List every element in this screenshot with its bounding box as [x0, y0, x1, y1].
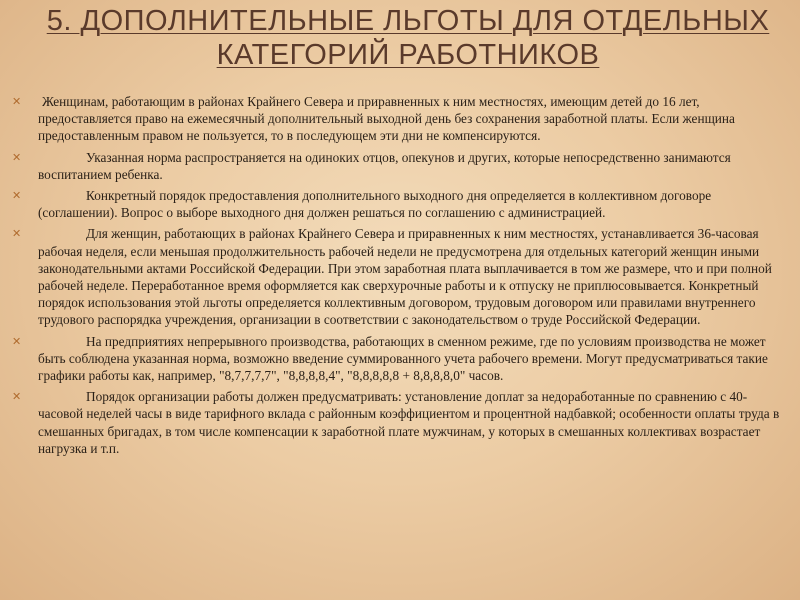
x-mark-icon: ✕: [12, 189, 22, 203]
list-item: [12, 93, 790, 145]
list-item-text: Женщинам, работающим в районах Крайнего Севера и приравненных к ним местностях, имеющим детей до 16 лет, предоставляется право на ежемесячный дополнительный выходной день без сохранения заработной платы. Если женщина предоставленным правом не пользуется, то в последующем эти дни не компенсируются.: [38, 94, 735, 144]
list-item: [12, 388, 790, 457]
slide-title: [20, 4, 796, 72]
list-item-text: Указанная норма распространяется на одиноких отцов, опекунов и других, которые непосредственно занимаются воспитанием ребенка.: [38, 149, 731, 182]
x-mark-icon: ✕: [12, 390, 22, 404]
list-item-text: Для женщин, работающих в районах Крайнего Севера и приравненных к ним местностях, устанавливается 36-часовая рабочая неделя, если меньшая продолжительность рабочей недели не предусмотрена для отдельных категорий женщин иными законодательными актами Российской Федерации. При этом заработная плата выплачивается в том же размере, что и при полной рабочей неделе. Переработанное время оформляется как сверхурочные работы и к отпуску не приплюсовывается. Конкретный порядок использования этой льготы определяется коллективным договором, трудовым договором или правилами внутреннего трудового распорядка учреждения, организации в соответствии с законодательством о труде Российской Федерации.: [38, 226, 772, 328]
list-item-text: Порядок организации работы должен предусматривать: установление доплат за недоработанные по сравнению с 40-часовой неделей часы в виде тарифного вклада с районным коэффициентом и процентной надбавкой; особенности оплаты труда в смешанных бригадах, в том числе компенсации к заработной плате мужчинам, у которых в смешанных коллективах возрастает нагрузка и т.п.: [38, 389, 780, 456]
x-mark-icon: ✕: [12, 227, 22, 241]
x-mark-icon: ✕: [12, 95, 22, 108]
list-item: [12, 333, 790, 385]
bullet-list: [12, 93, 790, 461]
x-mark-icon: ✕: [12, 150, 22, 164]
list-item: [12, 225, 790, 328]
list-item-text: На предприятиях непрерывного производства, работающих в сменном режиме, где по условиям производства не может быть соблюдена указанная норма, возможно введение суммированного учета рабочего времени. Могут предусматриваться такие графики работы как, например, "8,7,7,7,7", "8,8,8,8,4", "8,8,8,8,8 + 8,8,8,8,0" часов.: [38, 333, 768, 384]
list-item: [12, 187, 790, 221]
slide-title-line-2: КАТЕГОРИЙ РАБОТНИКОВ: [216, 39, 600, 71]
slide-title-line-1: 5. ДОПОЛНИТЕЛЬНЫЕ ЛЬГОТЫ ДЛЯ ОТДЕЛЬНЫХ: [46, 5, 770, 37]
list-item: [12, 149, 790, 183]
x-mark-icon: ✕: [12, 334, 22, 348]
list-item-text: Конкретный порядок предоставления дополнительного выходного дня определяется в коллективном договоре (соглашении). Вопрос о выборе выходного дня должен решаться по соглашению с администрацией.: [38, 188, 712, 221]
